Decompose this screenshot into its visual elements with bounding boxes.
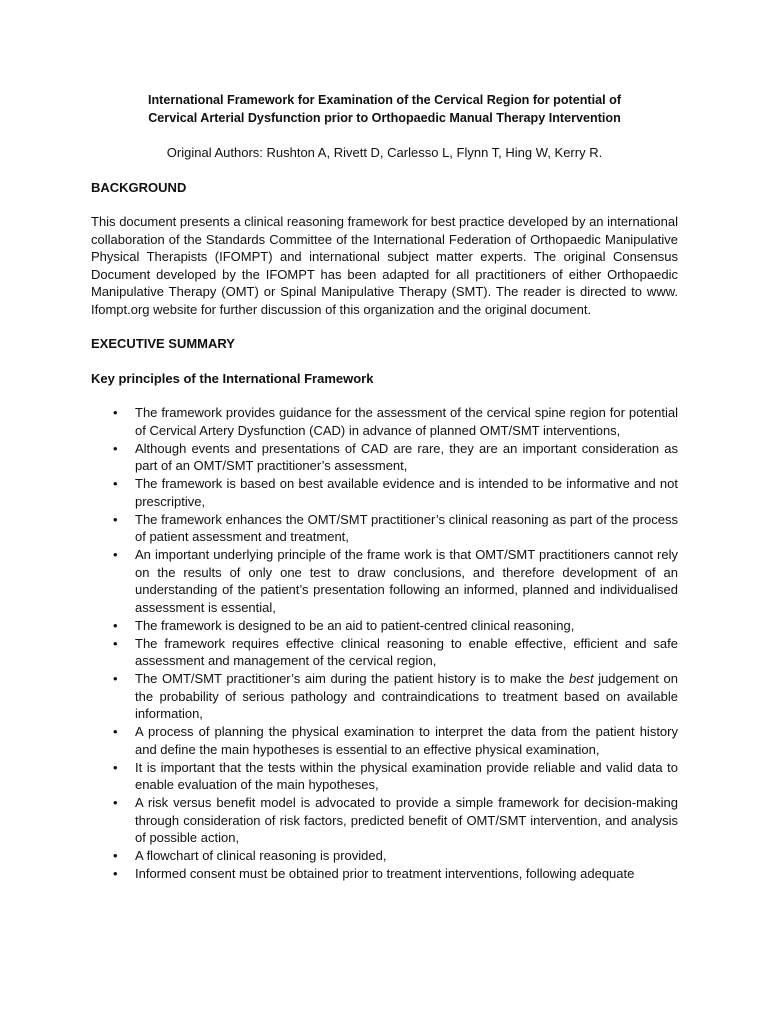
list-item [91,723,678,758]
title-line-1: International Framework for Examination of the Cervical Region for potential of [147,93,622,107]
bullet-icon: • [113,866,118,881]
list-item [91,759,678,794]
list-item [91,511,678,546]
list-item-text [135,671,678,721]
list-item-text: A risk versus benefit model is advocated to provide a simple framework for decision-making through consideration of risk factors, predicted benefit of OMT/SMT intervention, and analysis of possible action, [135,795,678,845]
document-title [91,92,678,127]
bullet-icon: • [113,848,118,863]
executive-summary-heading: EXECUTIVE SUMMARY [91,336,235,351]
bullet-icon: • [113,635,118,651]
key-principles-heading: Key principles of the International Framework [91,370,374,386]
bullet-icon: • [113,547,118,562]
list-item [91,670,678,723]
list-item [91,440,678,475]
authors-line: Original Authors: Rushton A, Rivett D, Carlesso L, Flynn T, Hing W, Kerry R. [166,145,603,160]
emphasis-text: best [569,671,594,686]
list-item-text: An important underlying principle of the frame work is that OMT/SMT practitioners cannot rely on the results of only one test to draw conclusions, and therefore development of an understanding of the patient’s presentation following an informed, planned and individualised assessment is essential, [135,547,678,615]
bullet-icon: • [113,440,118,456]
list-item-text: A flowchart of clinical reasoning is provided, [135,848,387,863]
list-item-text: Although events and presentations of CAD are rare, they are an important consideration as part of an OMT/SMT practitioner’s assessment, [135,440,678,473]
list-item-text: It is important that the tests within the physical examination provide reliable and valid data to enable evaluation of the main hypotheses, [135,759,678,792]
list-item [91,635,678,670]
list-item-text: Informed consent must be obtained prior to treatment interventions, following adequate [135,866,635,881]
list-item-text: The framework is based on best available evidence and is intended to be informative and not prescriptive, [135,476,678,509]
list-item [91,404,678,439]
document-page [91,92,678,883]
list-item [91,865,678,883]
list-item-text: The framework is designed to be an aid to patient-centred clinical reasoning, [135,617,575,633]
bullet-icon: • [113,476,118,491]
background-paragraph: This document presents a clinical reasoning framework for best practice developed by an international collaboration of the Standards Committee of the International Federation of Orthopaedic Manipulative Physical Therapists (IFOMPT) and international subject matter experts. The original Consensus Document developed by the IFOMPT has been adapted for all practitioners of either Orthopaedic Manipulative Therapy (OMT) or Spinal Manipulative Therapy (SMT). The reader is directed to www. Ifompt.org website for further discussion of this organization and the original document. [91,214,678,317]
list-item [91,475,678,510]
list-item-text: The framework provides guidance for the assessment of the cervical spine region for potential of Cervical Artery Dysfunction (CAD) in advance of planned OMT/SMT interventions, [135,405,678,438]
bullet-icon: • [113,671,118,686]
list-item [91,794,678,847]
bullet-icon: • [113,795,118,810]
list-item-text: The framework enhances the OMT/SMT practitioner’s clinical reasoning as part of the process of patient assessment and treatment, [135,511,678,544]
title-line-2: Cervical Arterial Dysfunction prior to Orthopaedic Manual Therapy Intervention [148,110,621,125]
background-heading: BACKGROUND [91,179,187,195]
bullet-icon: • [113,759,118,775]
list-item [91,617,678,635]
list-item [91,546,678,616]
list-item-text: A process of planning the physical examination to interpret the data from the patient history and define the main hypotheses is essential to an effective physical examination, [135,724,678,757]
key-principles-list [91,404,678,883]
bullet-icon: • [113,724,118,739]
bullet-icon: • [113,405,118,420]
bullet-icon: • [113,617,118,633]
list-item [91,847,678,865]
list-item-text-part: judgement on the probability of serious pathology and contraindications to treatment based on available information, [135,671,678,721]
list-item-text: The framework requires effective clinical reasoning to enable effective, efficient and safe assessment and management of the cervical region, [135,635,678,668]
list-item-text-part: The OMT/SMT practitioner’s aim during the patient history is to make the [135,671,569,686]
bullet-icon: • [113,511,118,527]
